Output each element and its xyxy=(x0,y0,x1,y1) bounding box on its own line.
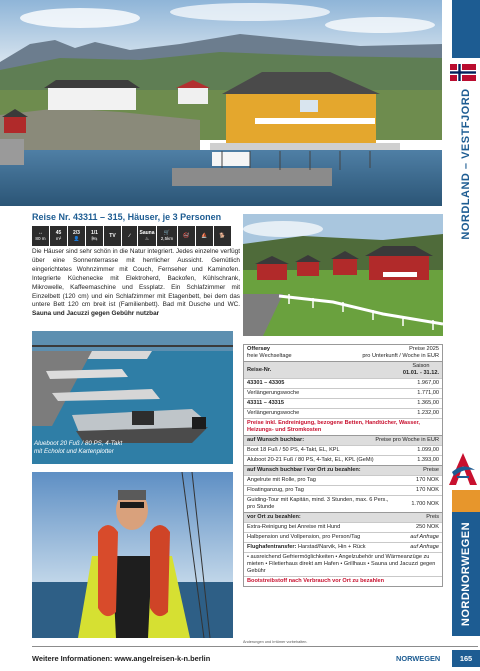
row-label: Floatinganzug, pro Tag xyxy=(247,487,304,493)
bullets-text: • ausreichend Gefriermöglichkeiten • Angelzubehör und Wärmeanzüge zu mieten • Filetierhaus direkt am Hafen • Grillhaus • Sauna und Jacuzzi gegen Gebühr xyxy=(247,554,436,574)
table-header xyxy=(244,345,442,361)
trip-title: Reise Nr. 43311 – 315, Häuser, je 3 Personen xyxy=(32,212,222,222)
price-table xyxy=(243,344,443,587)
table-row xyxy=(244,408,442,418)
row-label: Boot 18 Fuß / 50 PS, 4-Takt, EL, KPL xyxy=(247,447,340,453)
hero-photo xyxy=(0,0,442,206)
fishing-rod-icon: ∕ xyxy=(122,226,137,246)
section-wunsch-label: auf Wunsch buchbar: xyxy=(247,437,305,443)
transfer-label xyxy=(247,544,366,551)
section-wunsch-right: Preise pro Woche in EUR xyxy=(375,437,439,443)
fuel-note xyxy=(244,576,442,586)
fisherman-photo xyxy=(32,472,233,638)
sidebar-color-tab xyxy=(452,0,480,58)
row-value: auf Anfrage xyxy=(410,534,439,540)
region-label-nordland: NORDLAND – VESTFJORD xyxy=(460,88,472,240)
table-row xyxy=(244,495,442,512)
price-unit: pro Unterkunft / Woche in EUR xyxy=(362,353,439,359)
boat-rows xyxy=(244,445,442,465)
norway-flag-icon xyxy=(450,64,476,81)
table-row xyxy=(244,445,442,455)
row-value: 1.393,00 xyxy=(417,457,439,463)
price-rows xyxy=(244,378,442,418)
section-ort xyxy=(244,465,442,475)
row-label: Angelrute mit Rolle, pro Tag xyxy=(247,477,316,483)
footnote: Änderungen und Irrtümer vorbehalten. xyxy=(243,640,308,644)
row-value: 1.771,00 xyxy=(417,390,439,396)
section-vor-label: vor Ort zu bezahlen: xyxy=(247,514,301,520)
company-logo xyxy=(448,452,478,486)
distance-icon: ↔ 80 m xyxy=(32,226,49,246)
transfer-row xyxy=(244,542,442,552)
table-row xyxy=(244,378,442,388)
row-value: 170 NOK xyxy=(415,487,439,493)
trip-description xyxy=(32,248,240,319)
row-label: 43311 – 43315 xyxy=(247,400,285,406)
row-label: 43301 – 43305 xyxy=(247,380,285,386)
footer-divider xyxy=(32,646,478,647)
region-label-nordnorwegen: NORDNORWEGEN xyxy=(452,512,480,636)
footer-website[interactable]: Weitere Informationen: www.angelreisen-k-n.berlin xyxy=(32,654,211,663)
row-label: Verlängerungswoche xyxy=(247,410,300,416)
row-value: 1.099,00 xyxy=(417,447,439,453)
extra-rows xyxy=(244,522,442,542)
footer-country: NORWEGEN xyxy=(396,654,441,663)
table-row xyxy=(244,388,442,398)
offer-title: Offersøy xyxy=(247,346,271,352)
price-year: Preise 2025 xyxy=(409,346,439,352)
row-value: 170 NOK xyxy=(415,477,439,483)
sauna-icon: Sauna ♨ xyxy=(138,226,156,246)
area-icon: 45 m² xyxy=(50,226,67,246)
shop-distance-icon: 🛒 2,5km xyxy=(157,226,177,246)
inclusive-note xyxy=(244,418,442,435)
bullets-row xyxy=(244,552,442,576)
transfer-bold: Flughafentransfer: xyxy=(247,544,297,550)
table-row xyxy=(244,455,442,465)
col-saison-block xyxy=(403,363,439,377)
sidebar-accent-tab xyxy=(452,490,480,512)
col-dates: 01.01. - 31.12. xyxy=(402,370,439,376)
boat-caption-line1: Alueboot 20 Fuß / 80 PS, 4-Takt xyxy=(34,440,123,447)
col-reise: Reise-Nr. xyxy=(247,366,272,373)
price-heading xyxy=(362,346,439,360)
col-saison: Saison xyxy=(412,363,430,369)
rental-rows xyxy=(244,475,442,512)
table-row xyxy=(244,485,442,495)
offer-sub: freie Wechseltage xyxy=(247,353,292,359)
rooms-icon: 1/1 🛏 xyxy=(86,226,103,246)
row-label: Aluboot 20-21 Fuß / 80 PS, 4-Takt, EL, KPL (GeMi) xyxy=(247,457,374,463)
table-row xyxy=(244,475,442,485)
no-smoking-icon: 🚭 xyxy=(178,226,195,246)
row-value: 1.365,00 xyxy=(417,400,439,406)
row-label: Halbpension und Vollpension, pro Person/Tag xyxy=(247,534,361,540)
row-label: Guiding-Tour mit Kapitän, mind. 3 Stunden, max. 6 Pers., pro Stunde xyxy=(247,497,389,510)
dog-icon: 🐕 xyxy=(214,226,231,246)
amenity-icons xyxy=(32,226,242,246)
section-ort-right: Preise xyxy=(423,467,439,473)
page-number: 165 xyxy=(452,650,480,667)
boat-icon: ⛵ xyxy=(196,226,213,246)
row-label: Verlängerungswoche xyxy=(247,390,300,396)
row-value: 1.700 NOK xyxy=(411,500,439,507)
section-vor-right: Preis xyxy=(426,514,439,520)
section-vor xyxy=(244,512,442,522)
row-label: Extra-Reinigung bei Anreise mit Hund xyxy=(247,524,341,530)
boat-caption-line2: mit Echolot und Kartenplotter xyxy=(34,448,114,455)
table-row xyxy=(244,532,442,542)
row-value: 1.967,00 xyxy=(417,380,439,386)
row-value: 1.232,00 xyxy=(417,410,439,416)
fuel-note-text: Bootstreibstoff nach Verbrauch vor Ort zu bezahlen xyxy=(247,578,385,584)
description-text: Die Häuser sind sehr schön in die Natur integriert. Jedes einzelne verfügt über eine Sonnenterrasse mit herrlicher Aussicht. Gemütlich eingerichtetes Wohnzimmer mit Couch, Fernseher und Kaminofen. Integrierte Küchenecke mit Elektroherd, Backofen, Kühlschrank, Mikrowelle, Kaffeemaschine und Essplatz. Ein Schlafzimmer mit Einzelbett (120 cm) und ein Schlafzimmer mit Etagenbett, bei dem das untere Bett 120 cm breit ist (Familienbett). Bad mit Dusche und WC. xyxy=(32,248,240,309)
cottages-photo xyxy=(243,214,443,336)
boat-caption xyxy=(34,440,154,456)
table-row xyxy=(244,398,442,408)
transfer-rest: Harstad/Narvik, Hin + Rück xyxy=(296,544,366,550)
persons-icon: 2/3 👤 xyxy=(68,226,85,246)
column-header xyxy=(244,361,442,378)
table-row xyxy=(244,522,442,532)
row-value: 250 NOK xyxy=(415,524,439,530)
transfer-value: auf Anfrage xyxy=(410,544,439,550)
tv-icon: TV xyxy=(104,226,121,246)
section-wunsch xyxy=(244,435,442,445)
inclusive-note-text: Preise inkl. Endreinigung, bezogene Betten, Handtücher, Wasser, Heizungs- und Stromkosten xyxy=(247,420,420,433)
offer-heading xyxy=(247,346,292,360)
section-ort-label: auf Wunsch buchbar / vor Ort zu bezahlen: xyxy=(247,467,361,473)
description-bold: Sauna und Jacuzzi gegen Gebühr nutzbar xyxy=(32,310,160,318)
